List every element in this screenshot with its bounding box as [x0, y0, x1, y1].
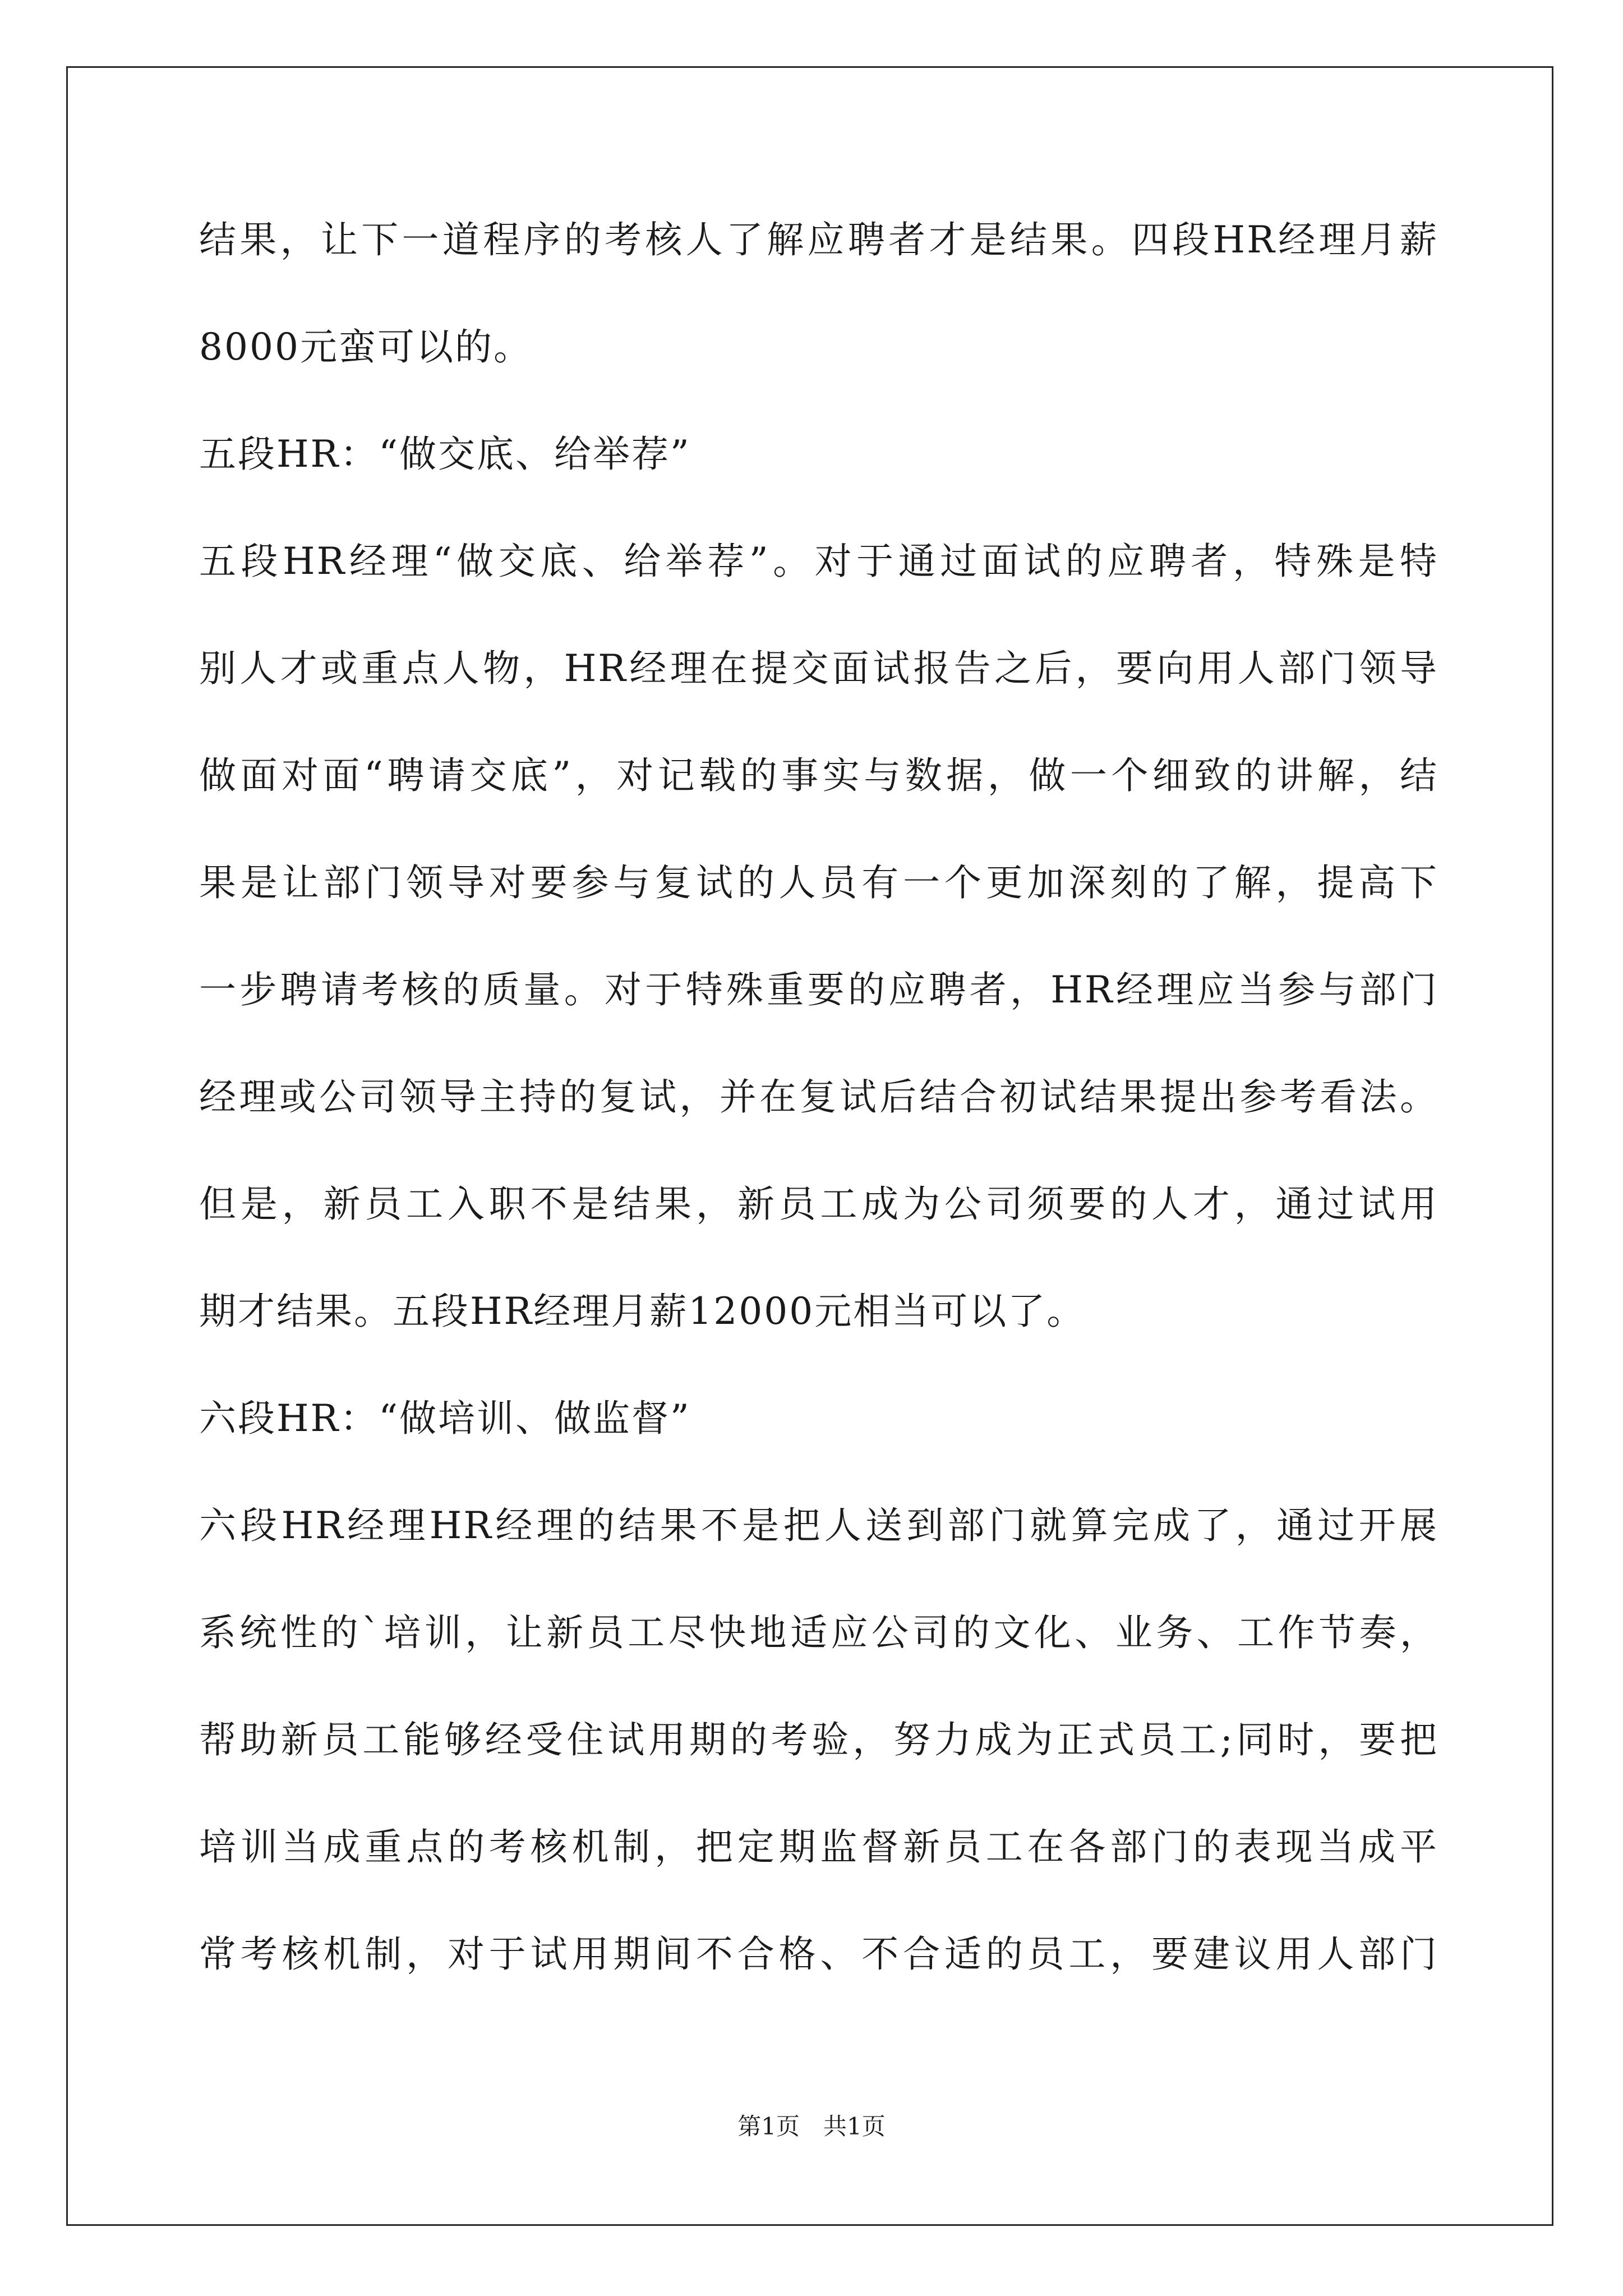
section-heading: 六段HR：“做培训、做监督” — [199, 1397, 691, 1440]
section-heading: 五段HR：“做交底、给举荐” — [199, 432, 691, 476]
text-line: 常考核机制，对于试用期间不合格、不合适的员工，要建议用人部门 — [199, 1932, 1438, 1976]
text-line: 期才结果。五段HR经理月薪12000元相当可以了。 — [199, 1290, 1086, 1333]
text-line: 培训当成重点的考核机制，把定期监督新员工在各部门的表现当成平 — [199, 1825, 1438, 1869]
text-line: 结果，让下一道程序的考核人了解应聘者才是结果。四段HR经理月薪 — [199, 218, 1438, 261]
text-line: 果是让部门领导对要参与复试的人员有一个更加深刻的了解，提高下 — [199, 861, 1438, 904]
text-line: 但是，新员工入职不是结果，新员工成为公司须要的人才，通过试用 — [199, 1182, 1438, 1226]
page-number-footer: 第1页 共1页 — [737, 2113, 886, 2140]
text-line: 六段HR经理HR经理的结果不是把人送到部门就算完成了，通过开展 — [199, 1504, 1438, 1547]
text-line: 五段HR经理“做交底、给举荐”。对于通过面试的应聘者，特殊是特 — [199, 540, 1438, 583]
text-line: 经理或公司领导主持的复试，并在复试后结合初试结果提出参考看法。 — [199, 1075, 1438, 1119]
text-line: 帮助新员工能够经受住试用期的考验，努力成为正式员工;同时，要把 — [199, 1718, 1438, 1761]
document-body — [199, 218, 1438, 2043]
text-line: 一步聘请考核的质量。对于特殊重要的应聘者，HR经理应当参与部门 — [199, 968, 1438, 1011]
text-line: 8000元蛮可以的。 — [199, 325, 532, 369]
text-line: 做面对面“聘请交底”，对记载的事实与数据，做一个细致的讲解，结 — [199, 754, 1438, 797]
text-line: 别人才或重点人物，HR经理在提交面试报告之后，要向用人部门领导 — [199, 647, 1438, 690]
text-line: 系统性的`培训，让新员工尽快地适应公司的文化、业务、工作节奏， — [199, 1611, 1438, 1654]
